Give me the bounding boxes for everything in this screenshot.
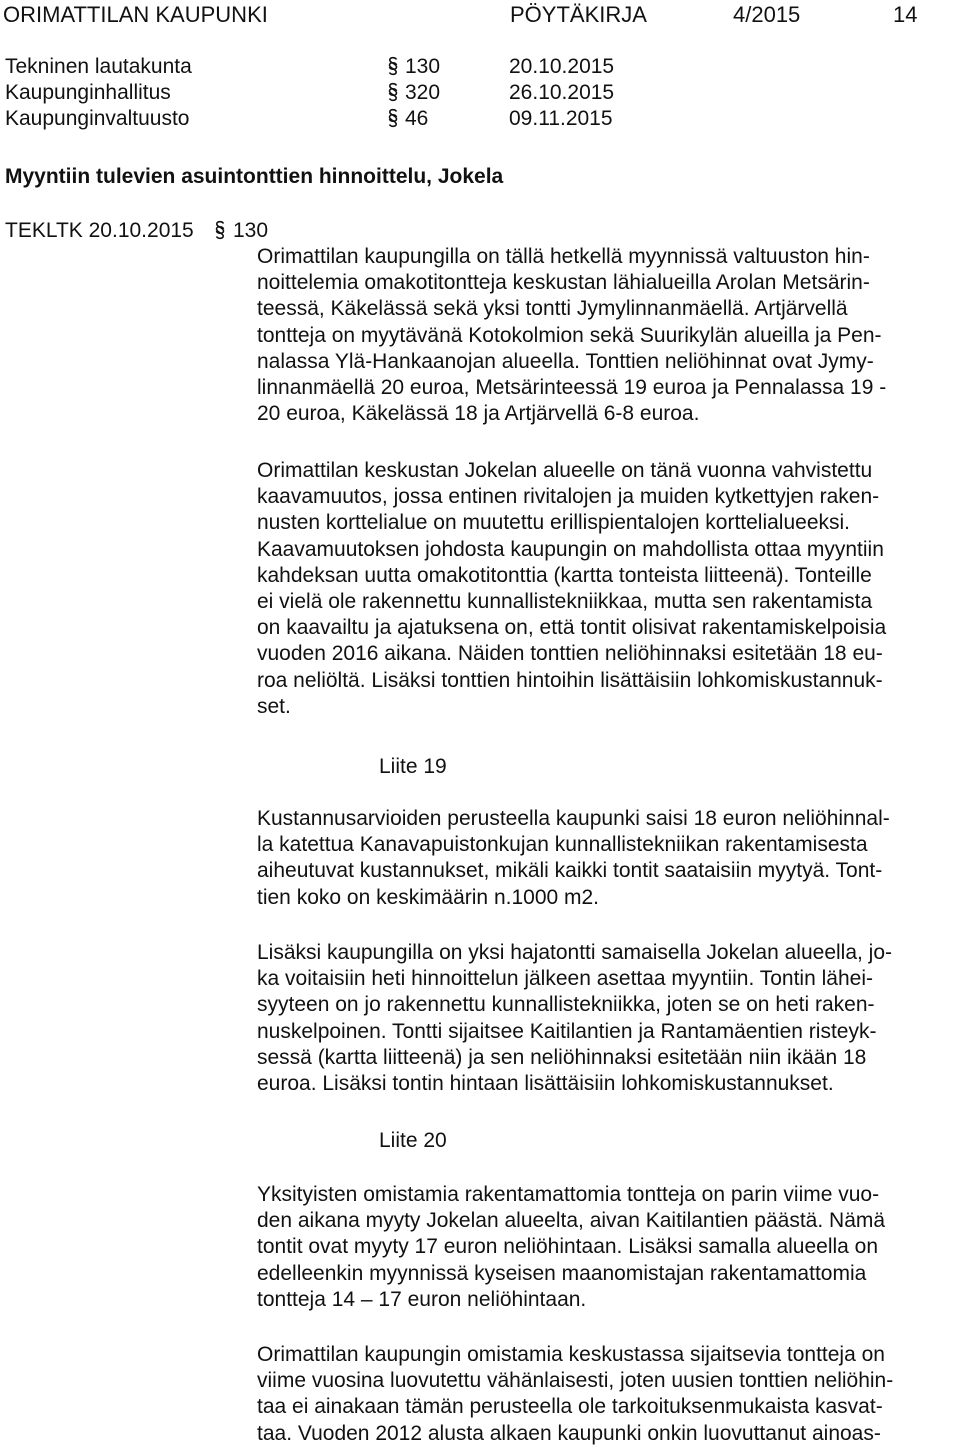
text-line: set. [257, 694, 291, 718]
text-line: nalassa Ylä-Hankaanojan alueella. Tonttien neliöhinnat ovat Jymy- [257, 349, 874, 373]
document-number: 4/2015 [733, 2, 801, 27]
text-line: taa. Vuoden 2012 alusta alkaen kaupunki onkin luovuttanut ainoas- [257, 1421, 881, 1445]
text-line: aiheutuvat kustannukset, mikäli kaikki tontit saataisiin myytyä. Tont- [257, 859, 883, 883]
text-line: Kaavamuutoksen johdosta kaupungin on mahdollista ottaa myyntiin [257, 537, 884, 561]
section-sign-icon [213, 219, 227, 243]
attachment-label: Liite 19 [379, 755, 447, 778]
paragraph [257, 806, 953, 911]
proceedings-body: Kaupunginvaltuusto [5, 107, 190, 130]
text-line: sessä (kartta liitteenä) ja sen neliöhinnaksi esitetään niin ikään 18 [257, 1045, 867, 1069]
paragraph [257, 940, 953, 1097]
paragraph [257, 458, 953, 720]
proceedings-date: 26.10.2015 [509, 81, 615, 104]
proceedings-date: 09.11.2015 [509, 107, 613, 130]
section-sign-icon [386, 81, 400, 105]
text-line: tontteja on myytävänä Kotokolmion sekä Suurikylän alueilla ja Pen- [257, 323, 882, 347]
reference-prefix: TEKLTK 20.10.2015 [5, 219, 194, 242]
text-line: nusten korttelialue on muutettu erillispientalojen korttelialueeksi. [257, 511, 851, 535]
proceedings-body: Kaupunginhallitus [5, 81, 171, 104]
text-line: Kustannusarvioiden perusteella kaupunki saisi 18 euron neliöhinnal- [257, 807, 890, 830]
page-title: Myyntiin tulevien asuintonttien hinnoittelu, Jokela [5, 165, 504, 188]
text-line: Yksityisten omistamia rakentamattomia tontteja on parin viime vuo- [257, 1183, 880, 1206]
text-line: on kaavailtu ja ajatuksena on, että tontit olisivat rakentamiskelpoisia [257, 616, 887, 640]
reference-section: 130 [233, 219, 269, 242]
text-line: edelleenkin myynnissä kyseisen maanomistajan rakentamattomia [257, 1261, 867, 1285]
text-line: Orimattilan kaupungin omistamia keskustassa sijaitsevia tontteja on [257, 1343, 885, 1366]
text-line: Lisäksi kaupungilla on yksi hajatontti samaisella Jokelan alueella, jo- [257, 941, 893, 964]
text-line: linnanmäellä 20 euroa, Metsärinteessä 19 euroa ja Pennalassa 19 - [257, 376, 887, 400]
text-line: viime vuosina luovutettu vähänlaisesti, joten uusien tonttien neliöhin- [257, 1369, 894, 1393]
text-line: teessä, Käkelässä sekä yksi tontti Jymylinnanmäellä. Artjärvellä [257, 297, 848, 321]
text-line: ka voitaisiin heti hinnoittelun jälkeen asettaa myyntiin. Tontin lähei- [257, 967, 873, 991]
section-sign-icon [386, 55, 400, 79]
text-line: vuoden 2016 aikana. Näiden tonttien neliöhinnaksi esitetään 18 eu- [257, 642, 883, 666]
text-line: kahdeksan uutta omakotitonttia (kartta tonteista liitteenä). Tonteille [257, 563, 872, 587]
proceedings-date: 20.10.2015 [509, 55, 615, 78]
document-type: PÖYTÄKIRJA [510, 2, 647, 27]
paragraph [257, 1342, 953, 1447]
text-line: tontit ovat myyty 17 euron neliöhintaan. Lisäksi samalla alueella on [257, 1235, 879, 1259]
text-line: kaavamuutos, jossa entinen rivitalojen ja muiden kytkettyjen raken- [257, 485, 880, 509]
text-line: euroa. Lisäksi tontin hintaan lisättäisiin lohkomiskustannukset. [257, 1072, 834, 1096]
text-line: tontteja 14 – 17 euron neliöhintaan. [257, 1287, 587, 1311]
text-line: noittelemia omakotitontteja keskustan lähialueilla Arolan Metsärin- [257, 271, 870, 295]
text-line: Orimattilan keskustan Jokelan alueelle on tänä vuonna vahvistettu [257, 459, 873, 482]
text-line: tien koko on keskimäärin n.1000 m2. [257, 885, 600, 909]
proceedings-section: 320 [405, 81, 441, 104]
text-line: 20 euroa, Käkelässä 18 ja Artjärvellä 6-8 euroa. [257, 402, 700, 426]
proceedings-section: 46 [405, 107, 429, 130]
proceedings-section: 130 [405, 55, 441, 78]
proceedings-body: Tekninen lautakunta [5, 55, 192, 78]
text-line: nuskelpoinen. Tontti sijaitsee Kaitilantien ja Rantamäentien risteyk- [257, 1019, 877, 1043]
text-line: la katettua Kanavapuistonkujan kunnallistekniikan rakentamisesta [257, 833, 868, 857]
text-line: taa ei ainakaan tämän perusteella ole tarkoituksenmukaista kasvat- [257, 1395, 883, 1419]
attachment-label: Liite 20 [379, 1129, 447, 1152]
page-number: 14 [893, 2, 918, 27]
text-line: den aikana myyty Jokelan alueelta, aivan Kaitilantien päästä. Nämä [257, 1209, 886, 1233]
paragraph [257, 1182, 953, 1313]
section-sign-icon [386, 107, 400, 131]
organization-name: ORIMATTILAN KAUPUNKI [3, 2, 268, 27]
text-line: syyteen on jo rakennettu kunnallistekniikka, joten se on heti raken- [257, 993, 875, 1017]
text-line: roa neliöltä. Lisäksi tonttien hintoihin lisättäisiin lohkomiskustannuk- [257, 668, 883, 692]
text-line: ei vielä ole rakennettu kunnallistekniikkaa, mutta sen rakentamista [257, 590, 873, 614]
paragraph [257, 244, 953, 427]
text-line: Orimattilan kaupungilla on tällä hetkellä myynnissä valtuuston hin- [257, 245, 870, 268]
